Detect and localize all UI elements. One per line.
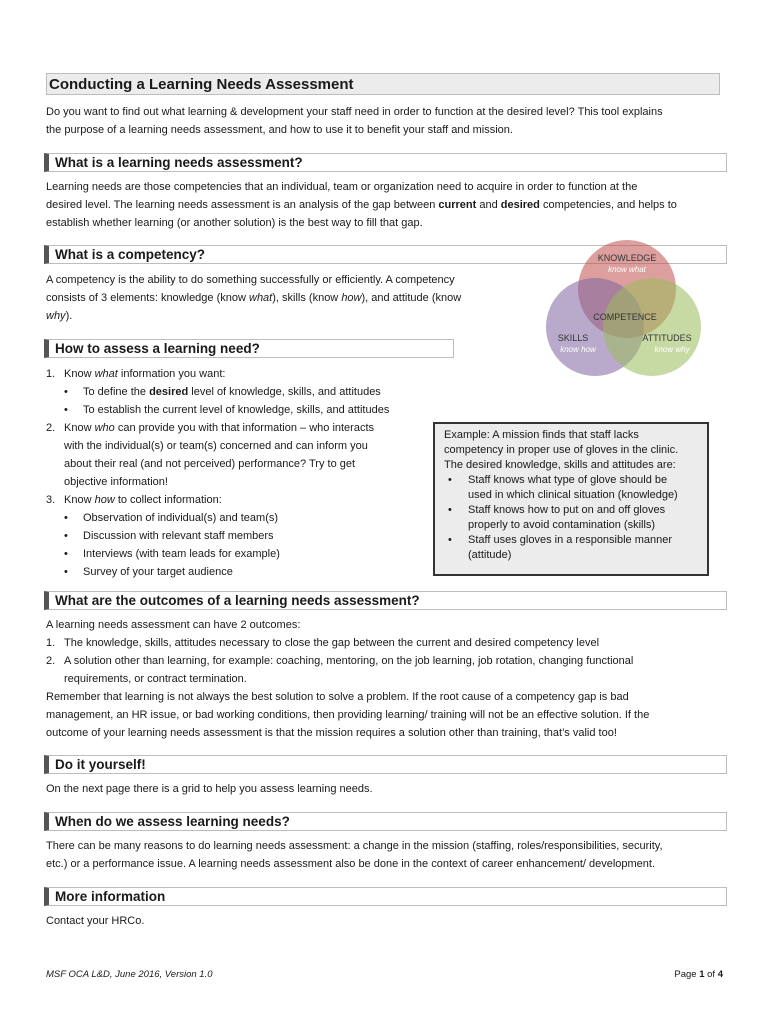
attitudes-label: ATTITUDES: [642, 333, 692, 343]
list-item: [46, 634, 722, 652]
text-line: Staff knows what type of glove should be: [468, 474, 668, 486]
page-of: of: [704, 969, 718, 980]
text-line: Remember that learning is not always the best solution to solve a problem. If the root cause of a competency gap is bad: [46, 691, 629, 703]
text-segment: Discussion with relevant staff members: [83, 530, 274, 542]
example-line: The desired knowledge, skills and attitudes are:: [444, 459, 676, 471]
text-segment: consists of 3 elements: knowledge (know: [46, 292, 249, 304]
example-line: competency in proper use of gloves in the clinic.: [444, 444, 679, 456]
text-segment: Survey of your target audience: [83, 566, 233, 578]
text-segment: Observation of individual(s) and team(s): [83, 512, 279, 524]
text-line: There can be many reasons to do learning needs assessment: a change in the mission (staffing, roles/responsibilities, security,: [46, 840, 663, 852]
lna-definition-paragraph: [46, 178, 722, 232]
when-paragraph: [46, 837, 722, 873]
section-heading-do-it-yourself: Do it yourself!: [44, 755, 727, 774]
text-segment: can provide you with that information – who interacts: [114, 422, 375, 434]
bullet-icon: •: [448, 474, 452, 486]
section-heading-when: When do we assess learning needs?: [44, 812, 727, 831]
list-item: [46, 491, 446, 509]
attitudes-sublabel: know why: [654, 345, 690, 354]
text-segment: information you want:: [117, 368, 226, 380]
page-current: 1: [699, 969, 705, 980]
competency-definition-paragraph: [46, 271, 516, 325]
text-segment: To define the: [83, 386, 150, 398]
text-line: requirements, or contract termination.: [64, 673, 247, 685]
text-segment: competencies, and helps to: [539, 199, 677, 211]
do-it-paragraph: On the next page there is a grid to help you assess learning needs.: [46, 783, 373, 795]
competency-venn-diagram: [543, 240, 705, 380]
text-segment: Know: [64, 422, 95, 434]
sub-list-item: [46, 527, 446, 545]
text-line: properly to avoid contamination (skills): [468, 519, 656, 531]
sub-list-item: [46, 509, 446, 527]
bullet-icon: •: [64, 512, 68, 524]
emphasis-current: current: [438, 199, 477, 211]
intro-line: the purpose of a learning needs assessment, and how to use it to benefit your staff and mission.: [46, 124, 513, 136]
text-segment: desired level. The learning needs assessment is an analysis of the gap between: [46, 199, 439, 211]
emphasis-why: why: [46, 310, 66, 322]
bullet-icon: •: [64, 530, 68, 542]
list-item: [46, 419, 446, 491]
text-line: Staff knows how to put on and off gloves: [468, 504, 666, 516]
skills-sublabel: know how: [560, 345, 596, 354]
section-heading-what-is-lna: What is a learning needs assessment?: [44, 153, 727, 172]
bullet-icon: •: [64, 386, 68, 398]
emphasis-how: how: [94, 494, 115, 506]
text-line: outcome of your learning needs assessment is that the mission requires a solution other than training, that’s valid too!: [46, 727, 617, 739]
sub-list-item: [46, 563, 446, 581]
text-line: used in which clinical situation (knowledge): [468, 489, 678, 501]
intro-paragraph: [46, 103, 722, 139]
text-segment: The knowledge, skills, attitudes necessary to close the gap between the current and desired competency level: [64, 637, 600, 649]
text-line: (attitude): [468, 549, 512, 561]
page-total: 4: [717, 969, 723, 980]
list-number: 1.: [46, 368, 56, 380]
sub-list-item: [46, 401, 446, 419]
text-line: management, an HR issue, or bad working conditions, then providing learning/ training will not be an effective solution. If the: [46, 709, 650, 721]
emphasis-desired: desired: [149, 386, 189, 398]
bullet-icon: •: [64, 548, 68, 560]
bullet-icon: •: [448, 534, 452, 546]
text-line: A learning needs assessment can have 2 outcomes:: [46, 619, 301, 631]
sub-list-item: [46, 545, 446, 563]
text-segment: ), skills (know: [272, 292, 342, 304]
text-line: with the individual(s) or team(s) concerned and can inform you: [64, 440, 368, 452]
text-line: A solution other than learning, for example: coaching, mentoring, on the job learning, job rotation, changing functional: [64, 655, 634, 667]
sub-list-item: [46, 383, 446, 401]
section-heading-outcomes: What are the outcomes of a learning needs assessment?: [44, 591, 727, 610]
text-segment: To establish the current level of knowledge, skills, and attitudes: [83, 404, 390, 416]
example-callout-box: [433, 422, 709, 576]
emphasis-what: what: [94, 368, 118, 380]
skills-label: SKILLS: [557, 333, 589, 343]
bullet-icon: •: [64, 404, 68, 416]
list-item: [46, 365, 446, 383]
example-bullet-item: [444, 533, 698, 563]
outcomes-block: [46, 616, 722, 742]
example-bullet-item: [444, 473, 698, 503]
footer-page-number: [674, 966, 723, 984]
intro-line: Do you want to find out what learning & development your staff need in order to function at the desired level? This tool explains: [46, 106, 663, 118]
list-number: 3.: [46, 494, 56, 506]
emphasis-who: who: [94, 422, 115, 434]
list-number: 1.: [46, 637, 56, 649]
text-line: Staff uses gloves in a responsible manner: [468, 534, 673, 546]
bullet-icon: •: [448, 504, 452, 516]
text-line: etc.) or a performance issue. A learning needs assessment also be done in the context of career enhancement/ development.: [46, 858, 656, 870]
text-segment: Know: [64, 368, 95, 380]
document-title: Conducting a Learning Needs Assessment: [46, 73, 720, 95]
emphasis-desired: desired: [500, 199, 540, 211]
page-word: Page: [674, 969, 700, 980]
section-heading-how-to-assess: How to assess a learning need?: [44, 339, 454, 358]
knowledge-sublabel: know what: [608, 265, 646, 274]
text-line: establish whether learning (or another solution) is the best way to fill that gap.: [46, 217, 423, 229]
list-item: [46, 652, 722, 688]
text-line: about their real (and not perceived) performance? Try to get: [64, 458, 356, 470]
attitudes-circle: [603, 278, 701, 376]
competence-label: COMPETENCE: [593, 312, 657, 322]
text-segment: level of knowledge, skills, and attitudes: [188, 386, 381, 398]
text-segment: and: [476, 199, 501, 211]
knowledge-label: KNOWLEDGE: [597, 253, 657, 263]
list-number: 2.: [46, 655, 56, 667]
section-heading-more-info: More information: [44, 887, 727, 906]
text-segment: Interviews (with team leads for example): [83, 548, 280, 560]
assessment-steps-list: [46, 365, 446, 581]
example-line: Example: A mission finds that staff lacks: [444, 429, 639, 441]
footer-version: MSF OCA L&D, June 2016, Version 1.0: [46, 969, 213, 980]
emphasis-how: how: [341, 292, 362, 304]
text-segment: to collect information:: [114, 494, 222, 506]
text-line: objective information!: [64, 476, 168, 488]
more-info-paragraph: Contact your HRCo.: [46, 915, 145, 927]
emphasis-what: what: [249, 292, 273, 304]
text-line: Learning needs are those competencies that an individual, team or organization need to acquire in order to function at the: [46, 181, 638, 193]
list-number: 2.: [46, 422, 56, 434]
text-line: A competency is the ability to do something successfully or efficiently. A competency: [46, 274, 455, 286]
text-segment: ), and attitude (know: [361, 292, 462, 304]
text-segment: Know: [64, 494, 95, 506]
example-bullet-item: [444, 503, 698, 533]
bullet-icon: •: [64, 566, 68, 578]
section-heading-what-is-competency: What is a competency?: [44, 245, 727, 264]
text-segment: ).: [65, 310, 73, 322]
